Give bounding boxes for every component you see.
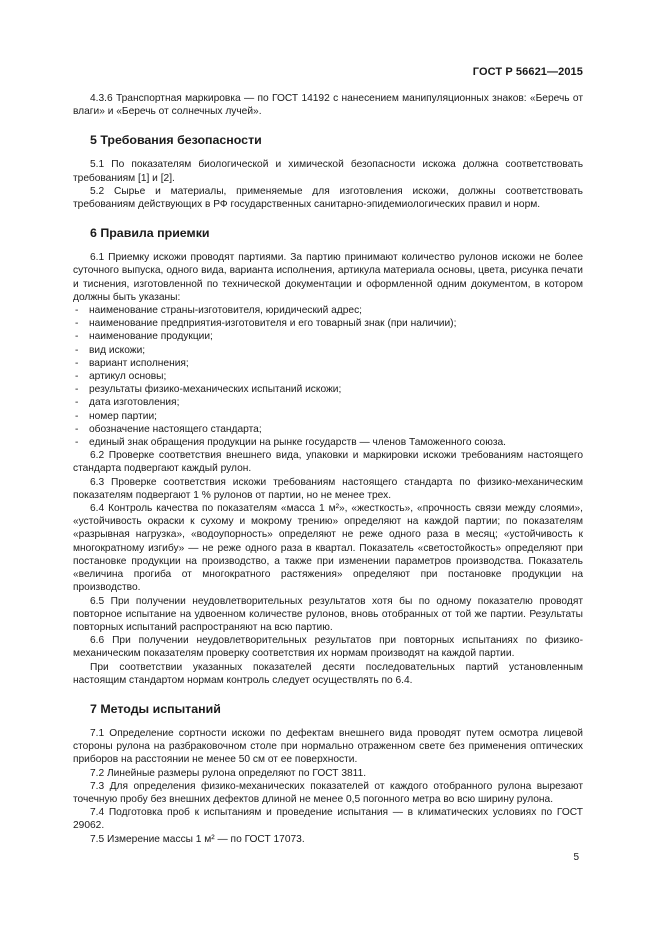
required-info-list (73, 304, 583, 449)
paragraph-5-2: 5.2 Сырье и материалы, применяемые для изготовления искожи, должны соответствовать требованиям действующих в РФ государственных санитарно-эпидемиологических правил и норм. (73, 185, 583, 211)
list-item: - результаты физико-механических испытаний искожи; (75, 384, 342, 396)
paragraph-6-2: 6.2 Проверке соответствия внешнего вида, упаковки и маркировки искожи требованиям настоящего стандарта подвергают каждый рулон. (73, 450, 583, 475)
section-5-title: 5 Требования безопасности (90, 133, 262, 148)
paragraph-6-5: 6.5 При получении неудовлетворительных результатов хотя бы по одному показателю проводят повторное испытание на удвоенном количестве рулонов, вновь отобранных от той же партии. Результаты повторных испытаний распространяют на всю партию. (73, 595, 583, 633)
list-item: - вариант исполнения; (75, 357, 189, 369)
paragraph-4-3-6: 4.3.6 Транспортная маркировка — по ГОСТ 14192 с нанесением манипуляционных знаков: «Беречь от влаги» и «Беречь от солнечных лучей». (73, 93, 583, 118)
paragraph-6-1: 6.1 Приемку искожи проводят партиями. За партию принимают количество рулонов искожи не более суточного выпуска, одного вида, варианта исполнения, артикула материала основы, цвета, рисунка печати и тиснения, изготовленной по технической документации и оформленной одним документом, в котором должны быть указаны: (73, 252, 583, 303)
document-body (73, 92, 583, 846)
page-number: 5 (573, 852, 579, 863)
paragraph-5-1: 5.1 По показателям биологической и химической безопасности искожа должна соответствовать требованиям [1] и [2]. (73, 159, 583, 184)
paragraph-7-4: 7.4 Подготовка проб к испытаниям и проведение испытания — в климатических условиях по ГОСТ 29062. (73, 807, 583, 832)
list-item: - наименование продукции; (75, 331, 213, 343)
paragraph-7-2: 7.2 Линейные размеры рулона определяют по ГОСТ 3811. (90, 767, 367, 779)
paragraph-6-3: 6.3 Проверке соответствия искожи требованиям настоящего стандарта по физико-механическим показателям подвергают 1 % рулонов от партии, но не менее трех. (73, 476, 583, 501)
section-7-title: 7 Методы испытаний (90, 701, 221, 716)
list-item: - обозначение настоящего стандарта; (75, 423, 262, 435)
document-code: ГОСТ Р 56621—2015 (472, 66, 583, 78)
list-item: - единый знак обращения продукции на рынке государств — членов Таможенного союза. (75, 437, 507, 449)
list-item: - вид искожи; (75, 344, 146, 356)
section-6-title: 6 Правила приемки (90, 226, 210, 241)
paragraph-7-5: 7.5 Измерение массы 1 м² — по ГОСТ 17073. (90, 833, 305, 845)
list-item: - наименование страны-изготовителя, юридический адрес; (75, 305, 363, 317)
paragraph-6-6: 6.6 При получении неудовлетворительных результатов при повторных испытаниях по физико-механическим показателям проверку соответствия их нормам производят на каждой партии. (73, 635, 583, 660)
list-item: - номер партии; (75, 410, 157, 422)
list-item: - артикул основы; (75, 371, 167, 383)
list-item: - дата изготовления; (75, 397, 180, 409)
list-item: - наименование предприятия-изготовителя и его товарный знак (при наличии); (75, 318, 457, 330)
paragraph-7-1: 7.1 Определение сортности искожи по дефектам внешнего вида проводят путем осмотра лицевой стороны рулона на разбраковочном столе при нормально отраженном свете без применения оптических приборов на расстоянии не менее 50 см от ее поверхности. (73, 727, 583, 766)
paragraph-6-6-note: При соответствии указанных показателей десяти последовательных партий установленным настоящим стандартом нормам контроль следует осуществлять по 6.4. (73, 661, 583, 686)
paragraph-6-4: 6.4 Контроль качества по показателям «масса 1 м²», «жесткость», «прочность связи между слоями», «устойчивость окраски к сухому и мокрому трению» определяют на каждой партии; по показателям «разрывная нагрузка», «водоупорность» определяют не реже одного раза в месяц; «устойчивость к многократному изгибу» — не реже одного раза в квартал. Показатель «светостойкость» определяют при постановке продукции на производство, а также при изменении параметров производства. Показатель «величина прогиба от многократного растяжения» определяют при постановке продукции на производство. (73, 503, 583, 594)
paragraph-7-3: 7.3 Для определения физико-механических показателей от каждого отобранного рулона вырезают точечную пробу без внешних дефектов длиной не менее 0,5 погонного метра во всю ширину рулона. (73, 780, 583, 805)
